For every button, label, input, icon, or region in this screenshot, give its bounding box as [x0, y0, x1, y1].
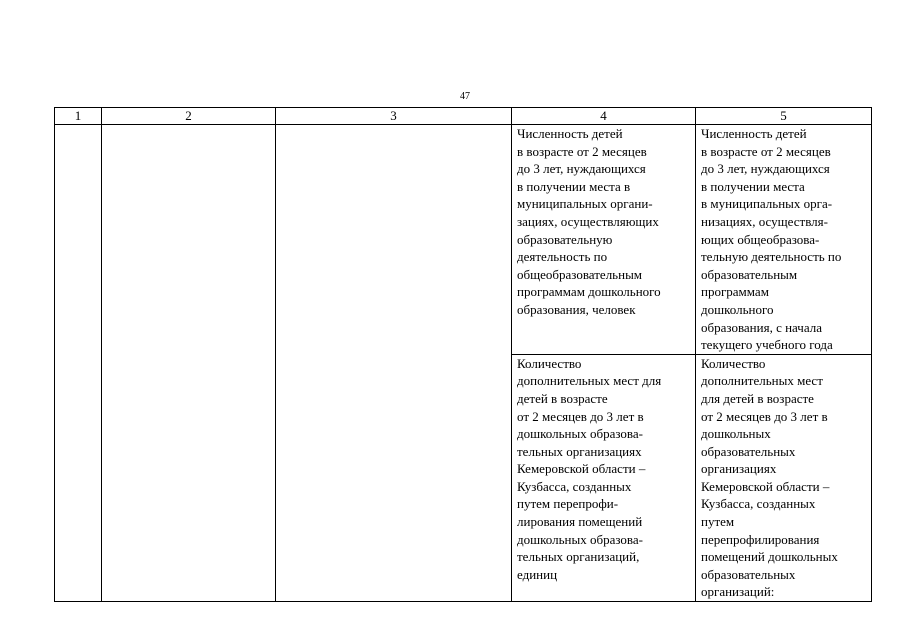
table-cell-col3: [276, 125, 512, 602]
column-header-1: 1: [55, 108, 102, 125]
table-cell-indicator-additional-places-definition: Количество дополнительных мест для детей в возрасте от 2 месяцев до 3 лет в дошкольных образовательных организациях Кемеровской области – Кузбасса, созданных путем перепрофилирования помещений дошкольных образовательных организаций:: [696, 354, 872, 601]
table-cell-col2: [102, 125, 276, 602]
table-cell-col1: [55, 125, 102, 602]
column-header-2: 2: [102, 108, 276, 125]
table-cell-indicator-children-count: Численность детей в возрасте от 2 месяцев до 3 лет, нуждающихся в получении места в муниципальных органи- зациях, осуществляющих образовательную деятельность по общеобразовательным программам дошкольного образования, человек: [512, 125, 696, 355]
table-header-row: [55, 108, 872, 125]
column-header-3: 3: [276, 108, 512, 125]
table-cell-indicator-additional-places: Количество дополнительных мест для детей в возрасте от 2 месяцев до 3 лет в дошкольных образова- тельных организациях Кемеровской области – Кузбасса, созданных путем перепрофи- лирования помещений дошкольных образова- тельных организаций, единиц: [512, 354, 696, 601]
table-row: [55, 125, 872, 355]
document-table: [54, 107, 872, 602]
table-cell-indicator-children-count-definition: Численность детей в возрасте от 2 месяцев до 3 лет, нуждающихся в получении места в муниципальных орга- низациях, осуществля- ющих общеобразова- тельную деятельность по образовательным программам дошкольного образования, с начала текущего учебного года: [696, 125, 872, 355]
column-header-5: 5: [696, 108, 872, 125]
page-number: 47: [460, 91, 470, 102]
column-header-4: 4: [512, 108, 696, 125]
